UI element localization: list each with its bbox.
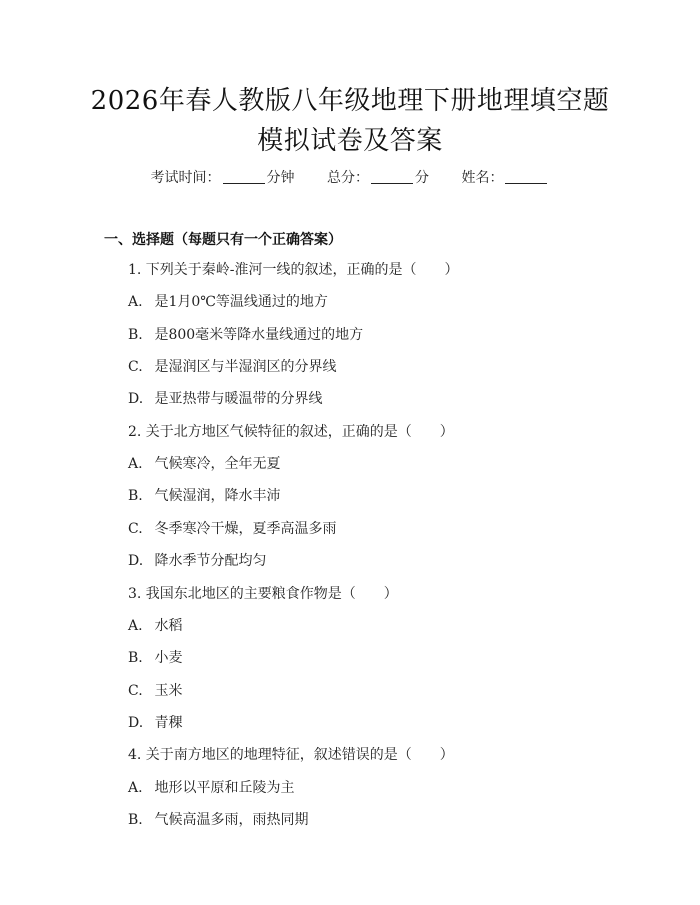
exam-title-line2: 模拟试卷及答案: [257, 126, 443, 156]
answer-option: [128, 454, 280, 474]
exam-name-blank: [505, 169, 547, 184]
answer-option: [128, 486, 280, 506]
question-stem: 4. 关于南方地区的地理特征，叙述错误的是（ ）: [128, 747, 454, 763]
answer-option: [128, 778, 294, 798]
answer-option: [128, 810, 308, 830]
answer-option: [128, 713, 182, 733]
option-text: 气候湿润，降水丰沛: [150, 488, 281, 504]
exam-meta: [0, 168, 700, 188]
question-stem: 2. 关于北方地区气候特征的叙述，正确的是（ ）: [128, 424, 454, 440]
exam-title-line1: 2026年春人教版八年级地理下册地理填空题: [90, 86, 610, 116]
answer-option: [128, 357, 336, 377]
exam-score-unit: 分: [415, 170, 429, 186]
option-letter: C.: [128, 359, 143, 375]
option-letter: A.: [128, 456, 143, 472]
option-letter: C.: [128, 521, 143, 537]
exam-score-label: 总分：: [327, 170, 369, 186]
option-text: 是800毫米等降水量线通过的地方: [150, 327, 364, 343]
answer-option: [128, 325, 363, 345]
option-letter: D.: [128, 715, 144, 731]
option-text: 冬季寒冷干燥，夏季高温多雨: [150, 521, 337, 537]
option-text: 青稞: [150, 715, 183, 731]
answer-option: [128, 389, 322, 409]
option-letter: B.: [128, 650, 143, 666]
option-text: 是湿润区与半湿润区的分界线: [150, 359, 337, 375]
exam-time-label: 考试时间：: [150, 170, 221, 186]
exam-score-blank: [371, 169, 413, 184]
option-letter: B.: [128, 488, 143, 504]
exam-time: [151, 168, 295, 188]
option-text: 降水季节分配均匀: [150, 553, 267, 569]
option-letter: A.: [128, 294, 143, 310]
section-heading: 一、选择题（每题只有一个正确答案）: [104, 232, 342, 248]
option-letter: B.: [128, 812, 143, 828]
option-letter: A.: [128, 780, 143, 796]
answer-option: [128, 519, 336, 539]
option-letter: D.: [128, 553, 144, 569]
answer-option: [128, 648, 182, 668]
option-text: 小麦: [150, 650, 183, 666]
option-text: 气候高温多雨，雨热同期: [150, 812, 309, 828]
option-letter: A.: [128, 618, 143, 634]
option-text: 水稻: [150, 618, 183, 634]
option-letter: B.: [128, 327, 143, 343]
option-text: 玉米: [150, 683, 183, 699]
option-text: 地形以平原和丘陵为主: [150, 780, 295, 796]
question-stem: 3. 我国东北地区的主要粮食作物是（ ）: [128, 586, 398, 602]
answer-option: [128, 681, 182, 701]
answer-option: [128, 292, 328, 312]
option-letter: C.: [128, 683, 143, 699]
exam-time-blank: [223, 169, 265, 184]
question-stem: 1. 下列关于秦岭-淮河一线的叙述，正确的是（ ）: [128, 262, 459, 278]
exam-name: [461, 168, 549, 188]
exam-name-label: 姓名：: [461, 170, 504, 186]
exam-time-unit: 分钟: [266, 170, 295, 186]
option-text: 是1月0℃等温线通过的地方: [150, 294, 328, 310]
option-text: 气候寒冷，全年无夏: [150, 456, 281, 472]
exam-score: [327, 168, 429, 188]
answer-option: [128, 551, 266, 571]
option-text: 是亚热带与暖温带的分界线: [150, 391, 323, 407]
option-letter: D.: [128, 391, 144, 407]
answer-option: [128, 616, 182, 636]
